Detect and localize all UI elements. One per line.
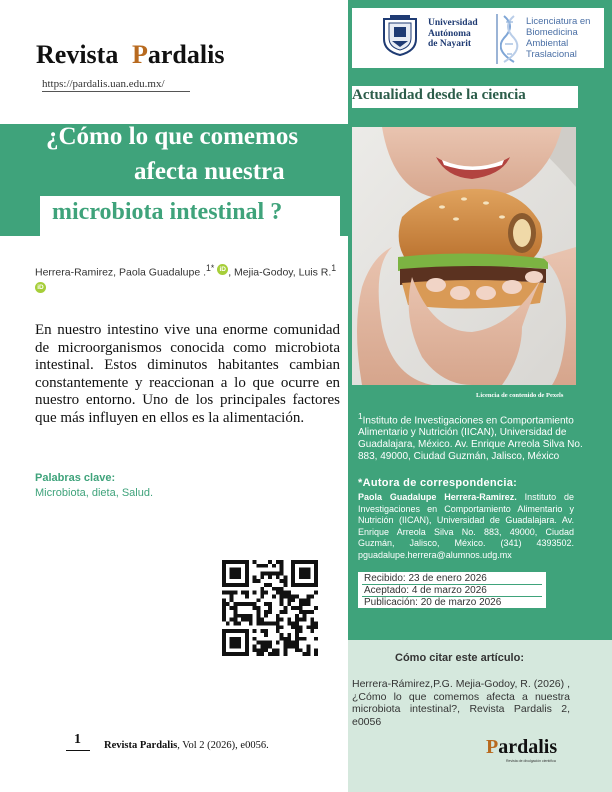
correspondence-text: Instituto de Investigaciones en Comportamiento Alimentario y Nutrición (IICAN), Universidad de Guadalajara. Av. Enrique Arreola Silva No. 883, 49000, Ciudad Guzmán, Jalisco, México. (341) 4393502. pguadalupe.herrera@alumnos.udg.mx bbox=[358, 492, 574, 560]
orcid-icon[interactable]: iD bbox=[217, 264, 228, 275]
author-1-mark: 1* bbox=[206, 263, 215, 273]
url-underline bbox=[42, 91, 190, 92]
article-title-line3: microbiota intestinal ? bbox=[52, 199, 283, 225]
uan-seal-icon bbox=[380, 13, 420, 57]
section-tab bbox=[352, 86, 578, 108]
woman-eating-burger-photo bbox=[352, 127, 576, 385]
logo-rest: ardalis bbox=[498, 736, 558, 758]
lbio-line: Ambiental bbox=[526, 38, 569, 49]
orcid-icon[interactable]: iD bbox=[35, 282, 46, 293]
page-number: 1 bbox=[74, 732, 81, 747]
lbio-line: Licenciatura en bbox=[526, 16, 591, 27]
photo-credit: Licencia de contenido de Pexels bbox=[476, 392, 564, 399]
author-1: Herrera-Ramirez, Paola Guadalupe . bbox=[35, 266, 206, 279]
logo-divider bbox=[496, 14, 498, 64]
affiliation-mark: 1 bbox=[358, 411, 363, 421]
correspondence-name: Paola Guadalupe Herrera-Ramirez. bbox=[358, 492, 517, 502]
uan-line: Universidad bbox=[428, 18, 478, 28]
journal-url-link[interactable]: https://pardalis.uan.edu.mx/ bbox=[42, 78, 165, 90]
uan-line: Autónoma bbox=[428, 28, 471, 39]
received-date: Recibido: 23 de enero 2026 bbox=[364, 573, 487, 584]
section-label: Actualidad desde la ciencia bbox=[352, 87, 526, 103]
affiliation-text: Instituto de Investigaciones en Comportamiento Alimentario y Nutrición (IICAN), Universidad de Guadalajara, México. Av. Enrique Arreola Silva No. 883, 49000, Ciudad Guzmán, Jalisco, México bbox=[358, 415, 583, 463]
logo-initial: P bbox=[486, 736, 499, 758]
accepted-date: Aceptado: 4 de marzo 2026 bbox=[364, 585, 487, 596]
citation-label: Cómo citar este artículo: bbox=[395, 652, 524, 664]
lbio-line: Biomedicina bbox=[526, 27, 578, 38]
uan-logo-text bbox=[428, 18, 478, 50]
footer-journal: Revista Pardalis bbox=[104, 740, 178, 751]
abstract-text: En nuestro intestino vive una enorme comunidad de microorganismos conocida como microbiota intestinal. Estos diminutos habitantes cambian constantemente y reaccionan a lo que ocurre en nuestro entorno. Uno de los principales factores que más influyen en ellos es la alimentación. bbox=[35, 322, 340, 426]
author-2-mark: 1 bbox=[331, 263, 337, 273]
published-date: Publicación: 20 de marzo 2026 bbox=[364, 597, 502, 608]
masthead-initial: P bbox=[132, 40, 148, 69]
keywords-value: Microbiota, dieta, Salud. bbox=[35, 487, 154, 499]
dates-box bbox=[358, 572, 546, 608]
pardalis-logo bbox=[486, 736, 557, 759]
lbio-logo-text bbox=[526, 16, 590, 60]
citation-text: Herrera-Rámirez,P.G. Mejia-Godoy, R. (2026) , ¿Cómo lo que comemos afecta a nuestra microbiota intestinal?, Revista Pardalis 2, e0056 bbox=[352, 678, 570, 728]
correspondence-label: *Autora de correspondencia: bbox=[358, 477, 518, 489]
footer-citation bbox=[104, 740, 269, 751]
correspondence-details bbox=[358, 492, 574, 561]
author-list bbox=[35, 260, 340, 300]
keywords-label: Palabras clave: bbox=[35, 472, 116, 484]
masthead-pardalis bbox=[132, 40, 224, 70]
page-number-underline bbox=[66, 750, 90, 751]
logo-tagline: Revista de divulgación científica bbox=[506, 759, 556, 763]
affiliation bbox=[358, 410, 592, 463]
masthead-revista: Revista bbox=[36, 40, 119, 69]
dna-icon bbox=[500, 14, 520, 64]
author-2: , Mejia-Godoy, Luis R. bbox=[228, 266, 332, 279]
qr-code-icon[interactable] bbox=[222, 560, 318, 656]
article-title-line1: ¿Cómo lo que comemos bbox=[46, 123, 299, 150]
lbio-line: Traslacional bbox=[526, 49, 577, 60]
footer-volume: , Vol 2 (2026), e0056. bbox=[177, 740, 269, 751]
masthead-rest: ardalis bbox=[147, 40, 225, 69]
article-title-line2: afecta nuestra bbox=[134, 158, 285, 185]
uan-line: de Nayarit bbox=[428, 39, 472, 49]
